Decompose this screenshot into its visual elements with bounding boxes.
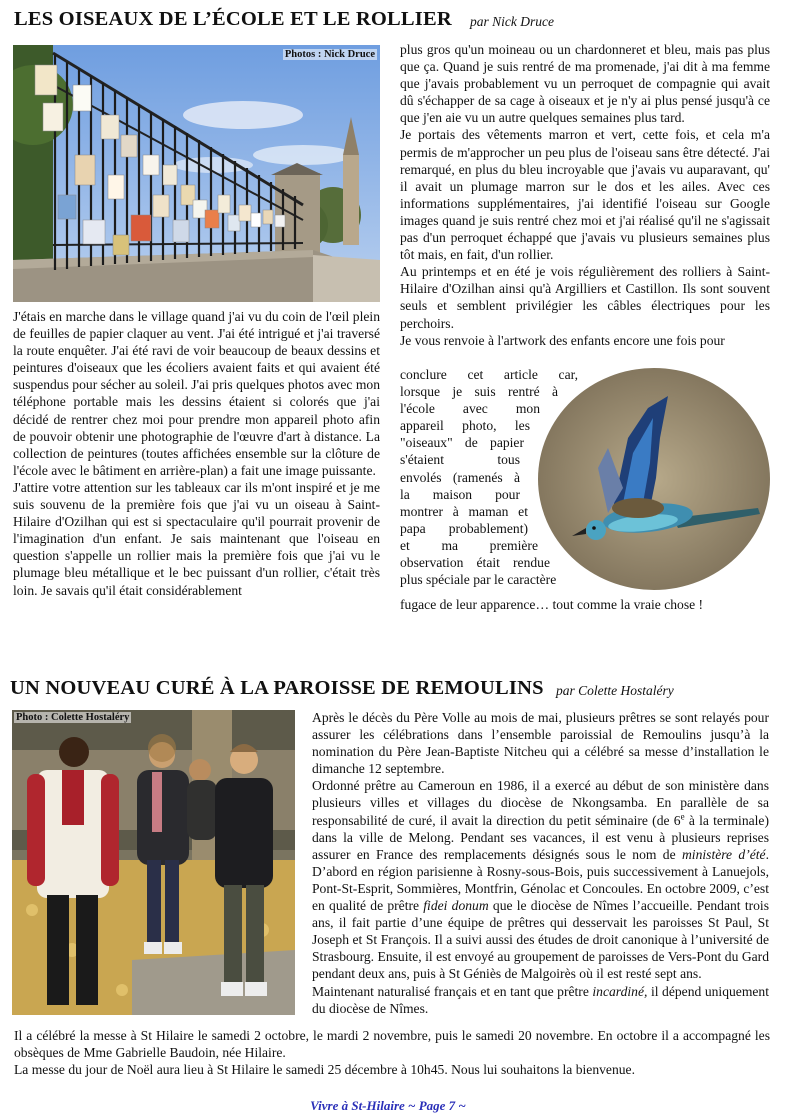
emphasis: fidei donum: [423, 898, 489, 914]
page-footer: Vivre à St-Hilaire ~ Page 7 ~: [310, 1098, 466, 1113]
article2-paragraph-4: Il a célébré la messe à St Hilaire le samedi 2 octobre, le mardi 2 novembre, puis le samedi 20 novembre. En octobre il a accompagné les obsèques de Mme Gabrielle Baudoin, née Hilaire.: [14, 1028, 770, 1061]
emphasis: incardiné,: [592, 983, 648, 999]
article2-paragraph-2: [312, 777, 769, 982]
article1-byline: par Nick Druce: [470, 14, 554, 29]
wrap-line: lorsque je suis rentré à: [400, 384, 558, 400]
wrap-line: envolés (ramenés à: [400, 469, 520, 485]
wrap-line: plus spéciale par le caractère: [400, 572, 557, 588]
wrap-line: conclure cet article car,: [400, 367, 578, 382]
text-run: . D’abord en région parisienne à Rosny-sous-Bois, puis successivement à Lanuejols, Pont-St-Esprit, Sommières, Montfrin, Génolac et Concoules. En octobre 2009, c’est en qualité de prêtre: [312, 846, 769, 914]
article1-right-paragraph-2: Je portais des vêtements marron et vert, cette fois, et cela m'a permis de m'approcher un peu plus de l'oiseau sans être détecté. J'ai remarqué, en plus du bleu incroyable que j'avais vu auparavant, qu' il avait un plumage marron sur le dos et les ailes. Avec ces informations supplémentaires, j'ai identifié l'oiseau sur Google images quand je suis rentré chez moi et j'ai réalisé qu'il ne s'agissait pas d'un perroquet échappé que j'avais vu plusieurs semaines plus tôt mais, en fait, d'un rollier.: [400, 127, 770, 263]
priest-children-photo: [12, 710, 295, 1015]
article2-photo-credit: Photo : Colette Hostaléry: [16, 712, 130, 723]
text-run: à la terminale) dans la ville de Melong. Pendant ses vacances, il est venu à plusieurs reprises assurer en France des remplacements désignés sous le nom de: [312, 812, 769, 862]
article2-full-width: [14, 1027, 770, 1078]
wrap-line: appareil photo, les: [400, 418, 530, 434]
wrap-line: papa probablement): [400, 520, 528, 536]
article1-left-paragraph-2: J'attire votre attention sur les tableaux car ils m'ont inspiré et je me suis souvenu de la première fois que j'ai vu un oiseau à Saint-Hilaire d'Ozilhan qui est si spectaculaire qu'il pourrait provenir de l'imagination d'un enfant. Je sais maintenant que l'oiseau en question s'appelle un rollier mais la première fois que j'ai vu le plumage bleu métallique et le bec puissant d'un rollier, c'était très loin. Je savais qu'il était considérablement: [13, 479, 380, 598]
roller-bird-illustration: [538, 368, 770, 590]
priest-children-illustration: [12, 710, 295, 1015]
text-run: il dépend uniquement du diocèse de Nîmes.: [312, 983, 769, 1016]
article2-paragraph-1: Après le décès du Père Volle au mois de mai, plusieurs prêtres se sont relayés pour assurer les célébrations dans l’ensemble paroissial de Remoulins jusqu’à la nomination du Père Jean-Baptiste Nitcheu qui a célébré sa messe d’installation le dimanche 12 septembre.: [312, 710, 769, 777]
wrap-line: "oiseaux" de papier: [400, 435, 524, 451]
superscript: e: [680, 811, 685, 822]
article1-right-paragraph-1: plus gros qu'un moineau ou un chardonneret et bleu, mais pas plus que ça. Quand je suis rentré de ma promenade, j'ai dit à ma femme que j'avais probablement vu un perroquet de compagnie qui avait dû s'échapper de sa cage à oiseaux et je n'y ai plus pensé jusqu'à ce que j'en aie vu un autre quelques semaines plus tard.: [400, 42, 770, 126]
article2-byline: par Colette Hostaléry: [556, 683, 674, 698]
emphasis: ministère d’été: [681, 846, 766, 862]
article1-right-column: [400, 41, 770, 349]
wrap-line: la maison pour: [400, 486, 520, 502]
article1-right-paragraph-4: Je vous renvoie à l'artwork des enfants encore une fois pour: [400, 332, 725, 348]
wrap-line: s'étaient tous: [400, 452, 520, 468]
text-run: que le diocèse de Nîmes l’accueille. Pendant trois ans, il fait partie d’une équipe de prêtres qui desservait les paroisses St Paul, St Joseph et St François. Il a suivi aussi des études de droit canonique à l’université de Strasbourg. Ensuite, il est envoyé au groupement de paroisses de Vers-Pont du Gard pendant deux ans, puis à St Géniès de Malgoirès où il est resté sept ans.: [312, 898, 769, 982]
article1-wrap-text: [400, 366, 578, 588]
wrap-line: l'école avec mon: [400, 401, 540, 417]
article1-last-line: fugace de leur apparence… tout comme la vraie chose !: [400, 597, 704, 612]
wrap-line: observation était rendue: [400, 555, 550, 571]
text-run: Ordonné prêtre au Cameroun en 1986, il a exercé au début de son ministère dans plusieurs villes et villages du diocèse de Nkongsamba. En parallèle de sa responsabilité de curé, il avait la direction du petit séminaire (de 6: [312, 778, 769, 828]
article2-title: UN NOUVEAU CURÉ À LA PAROISSE DE REMOULINS: [10, 677, 544, 699]
article1-title: LES OISEAUX DE L’ÉCOLE ET LE ROLLIER: [14, 8, 452, 30]
school-fence-photo-illustration: [13, 45, 380, 302]
article1-left-paragraph-1: J'étais en marche dans le village quand j'ai vu du coin de l'œil plein de feuilles de papier claquer au vent. J'ai été intrigué et j'ai traversé la route enquêter. J'ai été ravi de voir beaucoup de beaux dessins et peintures d'oiseaux que les écoliers avaient faits et qui avaient été suspendus pour sécher au soleil. J'ai pris quelques photos avec mon téléphone portable mais les dessins étaient si colorés que j'ai décidé de rentrer chez moi pour prendre mon appareil photo afin de pouvoir obtenir une photographie de l'œuvre d'art à distance. La collection de peintures (toutes affichées ensemble sur la clôture de l'école avec le bâtiment en arrière-plan) a fait une image puissante.: [13, 309, 380, 478]
wrap-line: et ma première: [400, 537, 538, 553]
article1-photo-credit: Photos : Nick Druce: [284, 49, 375, 60]
article2-paragraph-5: La messe du jour de Noël aura lieu à St Hilaire le samedi 25 décembre à 10h45. Nous lui souhaitons la bienvenue.: [14, 1062, 635, 1078]
school-fence-photo: [13, 45, 380, 302]
article2-right-column: [312, 709, 769, 1017]
article1-left-column: [13, 308, 380, 599]
text-run: Maintenant naturalisé français et en tant que prêtre: [312, 983, 593, 999]
article2-paragraph-3: [312, 983, 769, 1017]
roller-bird-photo: [538, 368, 770, 590]
article1-right-paragraph-3: Au printemps et en été je vois régulièrement des rolliers à Saint-Hilaire d'Ozilhan ainsi qu'à Argilliers et Castillon. Ils sont souvent seuls et semblent privilégier les câbles électriques pour les perchoirs.: [400, 264, 770, 331]
wrap-line: montrer à maman et: [400, 503, 528, 519]
